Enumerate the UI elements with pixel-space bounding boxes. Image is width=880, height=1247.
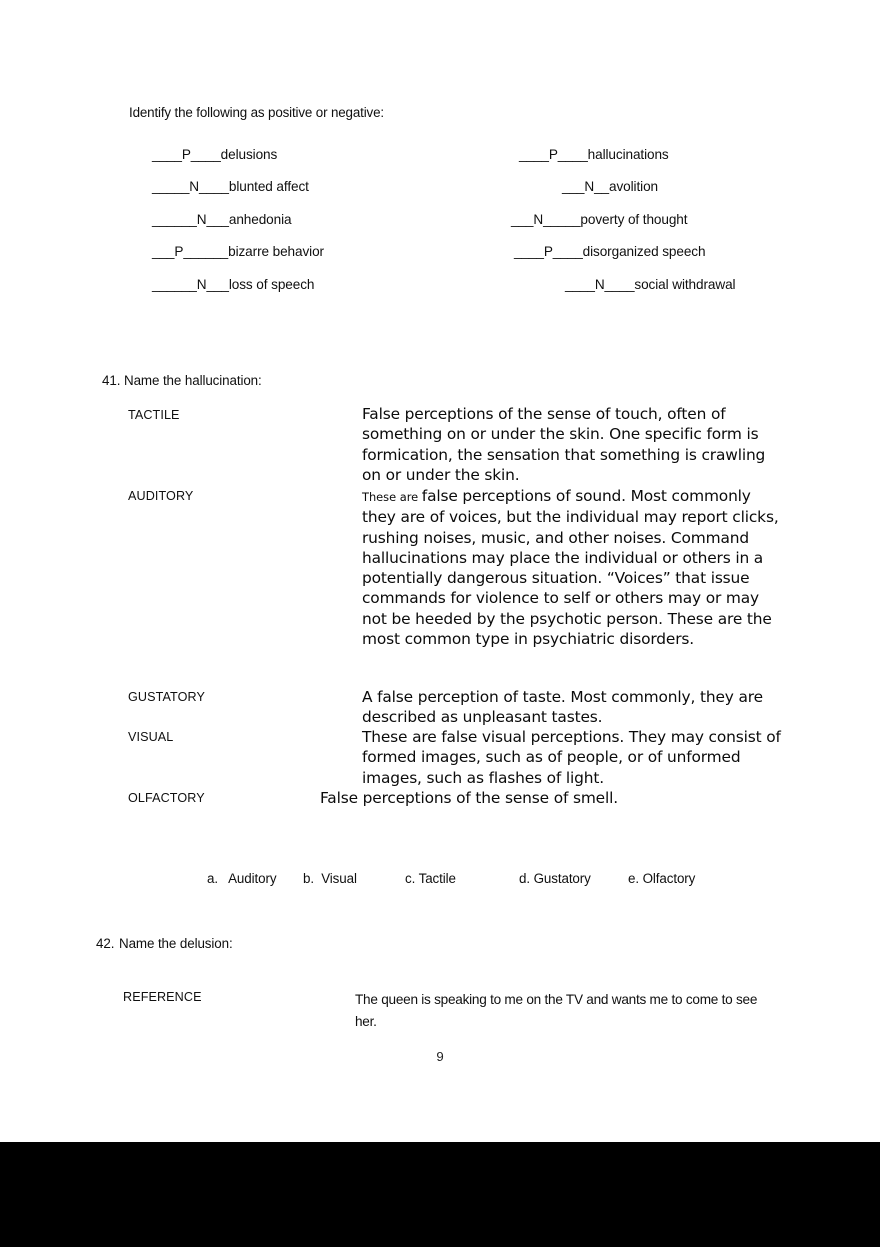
question-41-choices xyxy=(207,871,695,886)
page-bottom-band xyxy=(0,1142,880,1247)
choice-e-olfactory[interactable]: e. Olfactory xyxy=(628,871,696,886)
choice-a-auditory[interactable]: a. Auditory xyxy=(207,871,277,886)
answer-line-blunted-affect: _____N____blunted affect xyxy=(152,179,309,194)
answer-line-hallucinations: ____P____hallucinations xyxy=(519,147,669,162)
term-label-tactile: TACTILE xyxy=(128,408,180,422)
definition-gustatory: A false perception of taste. Most commonly, they are described as unpleasant tastes. xyxy=(362,688,763,727)
definition-reference: The queen is speaking to me on the TV and wants me to come to see her. xyxy=(355,992,758,1029)
definition-auditory-lead: These are xyxy=(362,490,422,504)
choice-b-visual[interactable]: b. Visual xyxy=(303,871,357,886)
answer-line-anhedonia: ______N___anhedonia xyxy=(152,212,292,227)
question-42-prompt: Name the delusion: xyxy=(119,936,233,951)
term-label-visual: VISUAL xyxy=(128,730,174,744)
answer-line-loss-of-speech: ______N___loss of speech xyxy=(152,277,315,292)
answer-line-disorganized-speech: ____P____disorganized speech xyxy=(514,244,706,259)
definition-tactile: False perceptions of the sense of touch, often of something on or under the skin. One specific form is formication, the sensation that something is crawling on or under the skin. xyxy=(362,405,766,484)
page-number: 9 xyxy=(436,1049,444,1064)
term-label-olfactory: OLFACTORY xyxy=(128,791,205,805)
question-42-number: 42. xyxy=(96,936,115,951)
term-label-auditory: AUDITORY xyxy=(128,489,194,503)
definition-auditory-body: false perceptions of sound. Most commonly they are of voices, but the individual may report clicks, rushing noises, music, and other noises. Command hallucinations may place the individual or others in a potentially dangerous situation. “Voices” that issue commands for violence to self or others may or may not be heeded by the psychotic person. These are the most common type in psychiatric disorders. xyxy=(362,487,779,649)
identify-section-heading: Identify the following as positive or negative: xyxy=(129,105,384,120)
answer-line-poverty-of-thought: ___N_____poverty of thought xyxy=(511,212,688,227)
choice-c-tactile[interactable]: c. Tactile xyxy=(405,871,456,886)
answer-line-social-withdrawal: ____N____social withdrawal xyxy=(565,277,736,292)
question-41-number: 41. xyxy=(102,373,121,388)
term-label-reference: REFERENCE xyxy=(123,990,202,1004)
definition-visual: These are false visual perceptions. They may consist of formed images, such as of people, or of unformed images, such as flashes of light. xyxy=(362,728,781,787)
definition-olfactory: False perceptions of the sense of smell. xyxy=(320,789,618,807)
question-41-prompt: Name the hallucination: xyxy=(124,373,262,388)
definition-auditory xyxy=(362,486,782,649)
answer-line-bizarre-behavior: ___P______bizarre behavior xyxy=(152,244,324,259)
answer-line-avolition: ___N__avolition xyxy=(562,179,658,194)
choice-d-gustatory[interactable]: d. Gustatory xyxy=(519,871,591,886)
term-label-gustatory: GUSTATORY xyxy=(128,690,205,704)
answer-line-delusions: ____P____delusions xyxy=(152,147,278,162)
